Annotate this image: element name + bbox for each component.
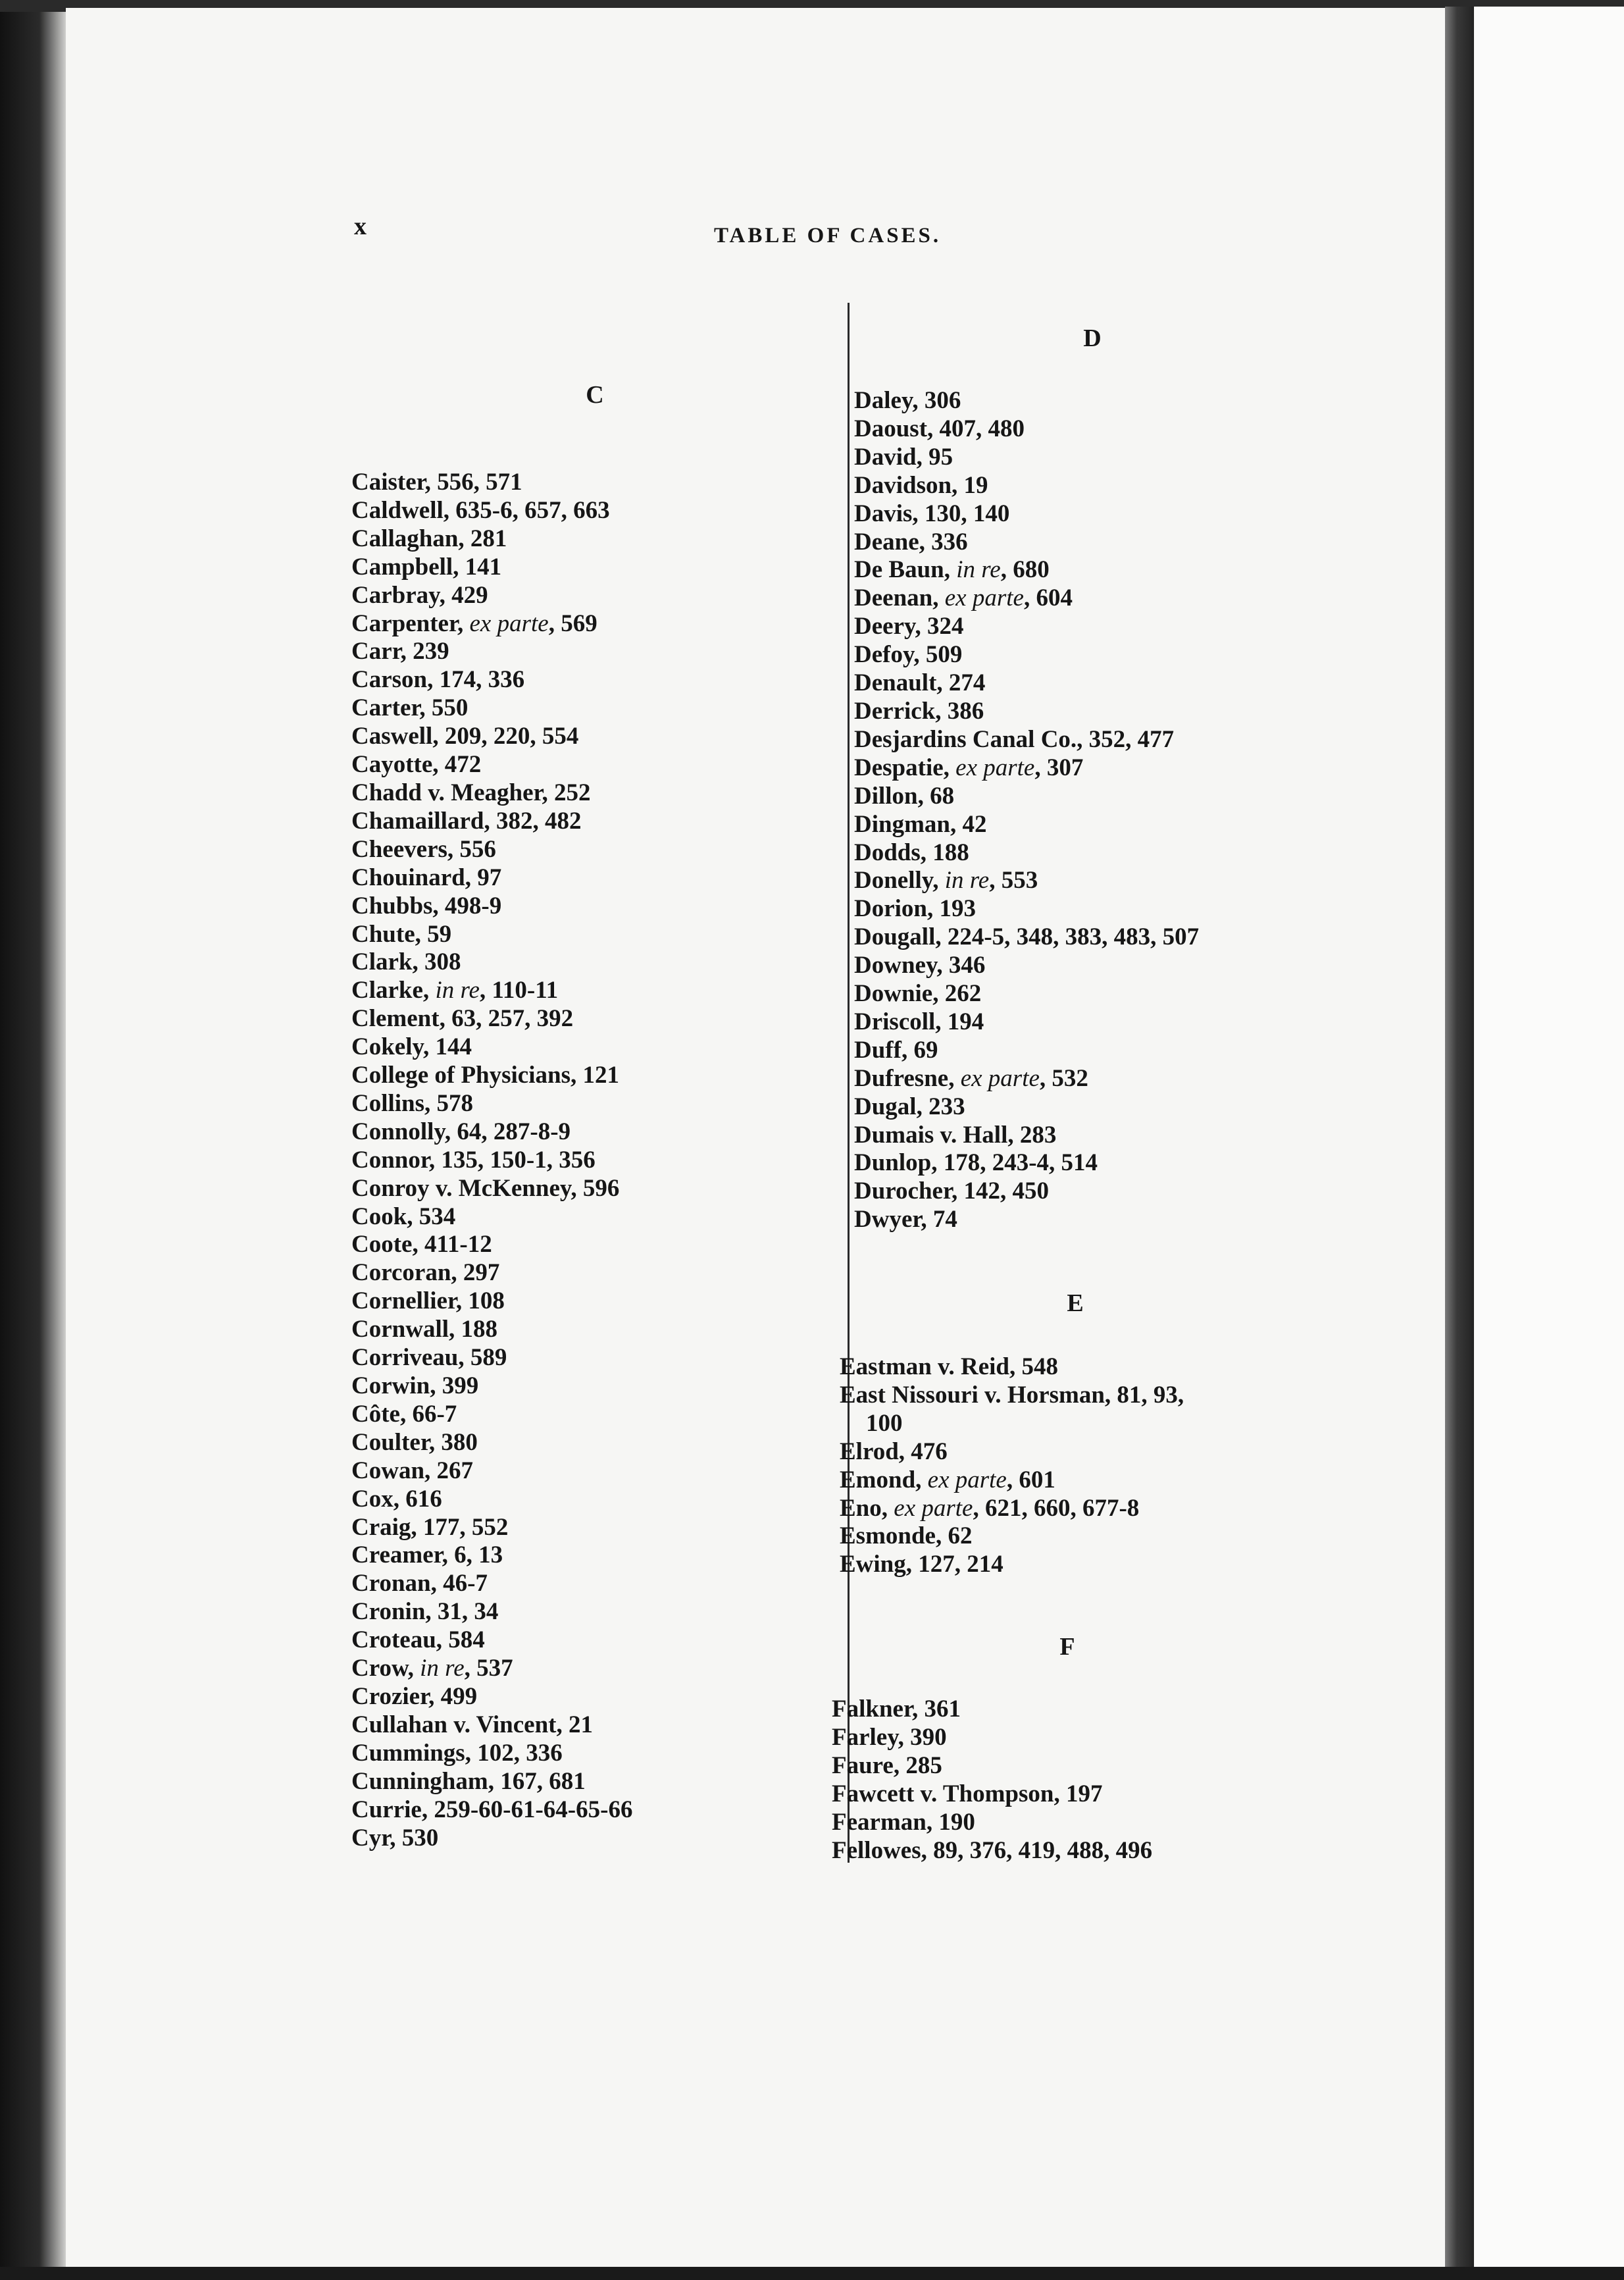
case-entry: Deenan, ex parte, 604: [854, 584, 1073, 612]
case-entry: Emond, ex parte, 601: [840, 1466, 1055, 1493]
case-list-e: [840, 1353, 1184, 1579]
case-entry: Clement, 63, 257, 392: [351, 1005, 574, 1033]
case-entry: Eno, ex parte, 621, 660, 677-8: [840, 1494, 1140, 1522]
case-entry: Caister, 556, 571: [351, 469, 522, 496]
scan-margin: [1474, 7, 1624, 2271]
case-entry: Eastman v. Reid, 548: [840, 1353, 1059, 1380]
case-entry: Carbray, 429: [351, 581, 488, 609]
case-entry: Cayotte, 472: [351, 751, 482, 779]
running-head: TABLE OF CASES.: [714, 224, 942, 247]
case-entry: Caldwell, 635-6, 657, 663: [351, 496, 610, 524]
case-entry: Faure, 285: [832, 1751, 942, 1779]
case-entry: Derrick, 386: [854, 697, 984, 725]
case-entry: Carson, 174, 336: [351, 666, 525, 694]
case-entry: Creamer, 6, 13: [351, 1542, 503, 1569]
book-gutter-edge: [0, 0, 66, 2280]
case-entry: Dugal, 233: [854, 1093, 965, 1120]
case-entry: Dumais v. Hall, 283: [854, 1121, 1057, 1149]
section-letter-c: C: [586, 381, 604, 409]
case-entry: Crow, in re, 537: [351, 1655, 513, 1682]
book-page: [66, 8, 1459, 2267]
case-entry: Duff, 69: [854, 1036, 938, 1064]
case-entry: Durocher, 142, 450: [854, 1178, 1049, 1205]
case-entry: Donelly, in re, 553: [854, 867, 1038, 894]
case-entry: Daoust, 407, 480: [854, 415, 1025, 442]
case-entry: Dwyer, 74: [854, 1206, 957, 1233]
case-entry: Dougall, 224-5, 348, 383, 483, 507: [854, 923, 1200, 951]
case-entry: Collins, 578: [351, 1089, 474, 1117]
case-entry: Ewing, 127, 214: [840, 1551, 1003, 1578]
case-entry: Chute, 59: [351, 920, 452, 948]
case-entry: Cyr, 530: [351, 1824, 439, 1852]
case-entry: Elrod, 476: [840, 1438, 948, 1465]
case-entry: College of Physicians, 121: [351, 1062, 619, 1089]
case-entry: Despatie, ex parte, 307: [854, 754, 1084, 781]
case-entry: Chamaillard, 382, 482: [351, 807, 582, 835]
case-entry: David, 95: [854, 443, 953, 471]
case-entry: Driscoll, 194: [854, 1008, 984, 1035]
case-entry: Dodds, 188: [854, 839, 969, 866]
case-entry: Cook, 534: [351, 1203, 456, 1230]
case-entry: 100: [866, 1409, 903, 1437]
case-entry: Callaghan, 281: [351, 525, 507, 552]
case-list-f: [832, 1696, 1152, 1865]
case-entry: Coote, 411-12: [351, 1231, 492, 1258]
case-entry: East Nissouri v. Horsman, 81, 93,: [840, 1381, 1184, 1409]
case-entry: Coulter, 380: [351, 1428, 478, 1456]
case-entry: Deery, 324: [854, 613, 964, 640]
case-entry: Downey, 346: [854, 952, 986, 979]
case-entry: Fearman, 190: [832, 1808, 975, 1836]
case-entry: Esmonde, 62: [840, 1522, 973, 1550]
case-entry: Corwin, 399: [351, 1372, 479, 1399]
case-entry: Carr, 239: [351, 638, 449, 665]
case-entry: Clark, 308: [351, 948, 461, 976]
scan-border-bottom: [0, 2267, 1624, 2280]
case-entry: Dufresne, ex parte, 532: [854, 1064, 1088, 1092]
case-entry: Clarke, in re, 110-11: [351, 977, 559, 1004]
page-edge-shadow: [1445, 7, 1474, 2271]
case-entry: Crozier, 499: [351, 1682, 478, 1710]
case-entry: Deane, 336: [854, 528, 968, 556]
case-entry: Cronan, 46-7: [351, 1570, 488, 1597]
case-entry: Farley, 390: [832, 1723, 947, 1751]
case-entry: Côte, 66-7: [351, 1400, 457, 1428]
case-entry: Cox, 616: [351, 1485, 442, 1513]
case-list-c: [351, 469, 632, 1852]
case-entry: Cheevers, 556: [351, 835, 496, 863]
case-entry: Caswell, 209, 220, 554: [351, 723, 579, 750]
section-letter-f: F: [1059, 1633, 1075, 1661]
case-entry: Craig, 177, 552: [351, 1513, 509, 1541]
case-entry: Falkner, 361: [832, 1696, 961, 1723]
case-entry: Dunlop, 178, 243-4, 514: [854, 1149, 1098, 1177]
case-entry: Denault, 274: [854, 669, 986, 697]
case-entry: Dillon, 68: [854, 782, 955, 810]
case-entry: De Baun, in re, 680: [854, 556, 1050, 584]
case-entry: Davis, 130, 140: [854, 500, 1010, 527]
section-letter-d: D: [1083, 324, 1102, 352]
case-entry: Fellowes, 89, 376, 419, 488, 496: [832, 1836, 1153, 1864]
case-entry: Carpenter, ex parte, 569: [351, 609, 597, 637]
case-entry: Cornellier, 108: [351, 1287, 505, 1315]
case-entry: Cullahan v. Vincent, 21: [351, 1711, 594, 1738]
case-entry: Dorion, 193: [854, 895, 976, 923]
section-letter-e: E: [1067, 1289, 1084, 1317]
case-entry: Corcoran, 297: [351, 1259, 500, 1287]
case-entry: Cunningham, 167, 681: [351, 1767, 586, 1795]
case-entry: Cokely, 144: [351, 1033, 472, 1061]
case-entry: Chubbs, 498-9: [351, 892, 502, 920]
case-entry: Connolly, 64, 287-8-9: [351, 1118, 571, 1145]
case-entry: Cronin, 31, 34: [351, 1598, 499, 1626]
case-entry: Davidson, 19: [854, 471, 988, 499]
case-entry: Daley, 306: [854, 387, 961, 414]
case-entry: Cummings, 102, 336: [351, 1739, 563, 1767]
case-list-d: [854, 387, 1199, 1234]
case-entry: Fawcett v. Thompson, 197: [832, 1780, 1103, 1807]
case-entry: Defoy, 509: [854, 641, 963, 669]
case-entry: Conroy v. McKenney, 596: [351, 1174, 620, 1202]
case-entry: Desjardins Canal Co., 352, 477: [854, 725, 1175, 753]
case-entry: Cowan, 267: [351, 1457, 474, 1484]
column-divider: [848, 303, 850, 1863]
case-entry: Currie, 259-60-61-64-65-66: [351, 1796, 633, 1823]
case-entry: Connor, 135, 150-1, 356: [351, 1146, 596, 1174]
case-entry: Croteau, 584: [351, 1626, 485, 1654]
case-entry: Cornwall, 188: [351, 1316, 497, 1343]
case-entry: Dingman, 42: [854, 810, 987, 838]
case-entry: Campbell, 141: [351, 553, 502, 581]
case-entry: Downie, 262: [854, 980, 982, 1008]
case-entry: Carter, 550: [351, 694, 469, 722]
case-entry: Chadd v. Meagher, 252: [351, 779, 591, 806]
case-entry: Chouinard, 97: [351, 864, 502, 891]
page-number: x: [354, 213, 367, 240]
case-entry: Corriveau, 589: [351, 1344, 507, 1372]
